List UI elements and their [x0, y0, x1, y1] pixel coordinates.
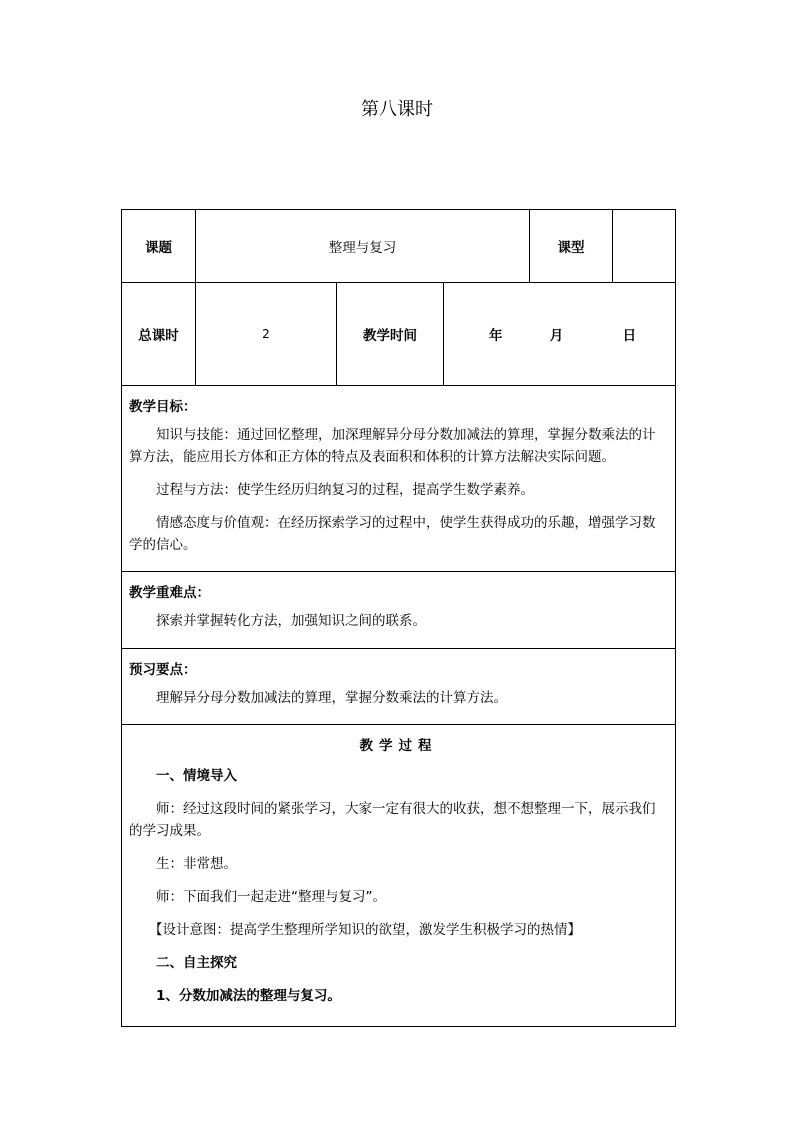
- year-label: 年: [489, 328, 503, 344]
- day-label: 日: [622, 328, 637, 344]
- topic-value: 整理与复习: [196, 210, 530, 283]
- type-label: 课型: [530, 210, 613, 283]
- page-title: 第八课时: [361, 99, 433, 120]
- objective-knowledge: 知识与技能：通过回忆整理，加深理解异分母分数加减法的算理，掌握分数乘法的计算方法，能应用长方体和正方体的特点及表面积和体积的计算方法解决实际问题。: [129, 427, 656, 465]
- topic-row: [122, 210, 676, 283]
- section-intro-heading: 一、情境导入: [156, 768, 237, 784]
- key-points-heading: 教学重难点：: [129, 585, 210, 601]
- schedule-row: [122, 283, 676, 386]
- section-explore-heading: 二、自主探究: [156, 955, 237, 971]
- total-hours-value: 2: [196, 283, 337, 386]
- preview-section: [122, 649, 676, 725]
- date-cell: [444, 283, 676, 386]
- subsection-fractions-heading: 1、分数加减法的整理与复习。: [156, 988, 341, 1004]
- process-section: [122, 725, 676, 1027]
- process-row: [122, 725, 676, 1027]
- total-hours-label: 总课时: [122, 283, 196, 386]
- topic-label: 课题: [122, 210, 196, 283]
- teaching-time-label: 教学时间: [337, 283, 444, 386]
- teacher-line-1: 师：经过这段时间的紧张学习，大家一定有很大的收获，想不想整理一下，展示我们的学习成果。: [129, 801, 656, 839]
- design-intent: 【设计意图：提高学生整理所学知识的欲望，激发学生积极学习的热情】: [149, 922, 581, 938]
- teacher-line-2: 师：下面我们一起走进“整理与复习”。: [156, 889, 386, 905]
- objective-process: 过程与方法：使学生经历归纳复习的过程，提高学生数学素养。: [156, 482, 534, 498]
- key-points-row: [122, 572, 676, 649]
- lesson-plan-table: [121, 209, 676, 1027]
- objectives-heading: 教学目标：: [129, 399, 197, 415]
- student-line: 生：非常想。: [156, 856, 237, 872]
- key-points-section: [122, 572, 676, 649]
- preview-heading: 预习要点：: [129, 662, 197, 678]
- process-heading: 教学过程: [359, 738, 438, 754]
- objectives-row: [122, 386, 676, 572]
- month-label: 月: [549, 328, 564, 344]
- preview-text: 理解异分母分数加减法的算理，掌握分数乘法的计算方法。: [156, 690, 507, 706]
- preview-row: [122, 649, 676, 725]
- objective-attitude: 情感态度与价值观：在经历探索学习的过程中，使学生获得成功的乐趣，增强学习数学的信心。: [129, 515, 656, 553]
- type-value: [613, 210, 676, 283]
- key-points-text: 探索并掌握转化方法，加强知识之间的联系。: [156, 613, 426, 629]
- objectives-section: [122, 386, 676, 572]
